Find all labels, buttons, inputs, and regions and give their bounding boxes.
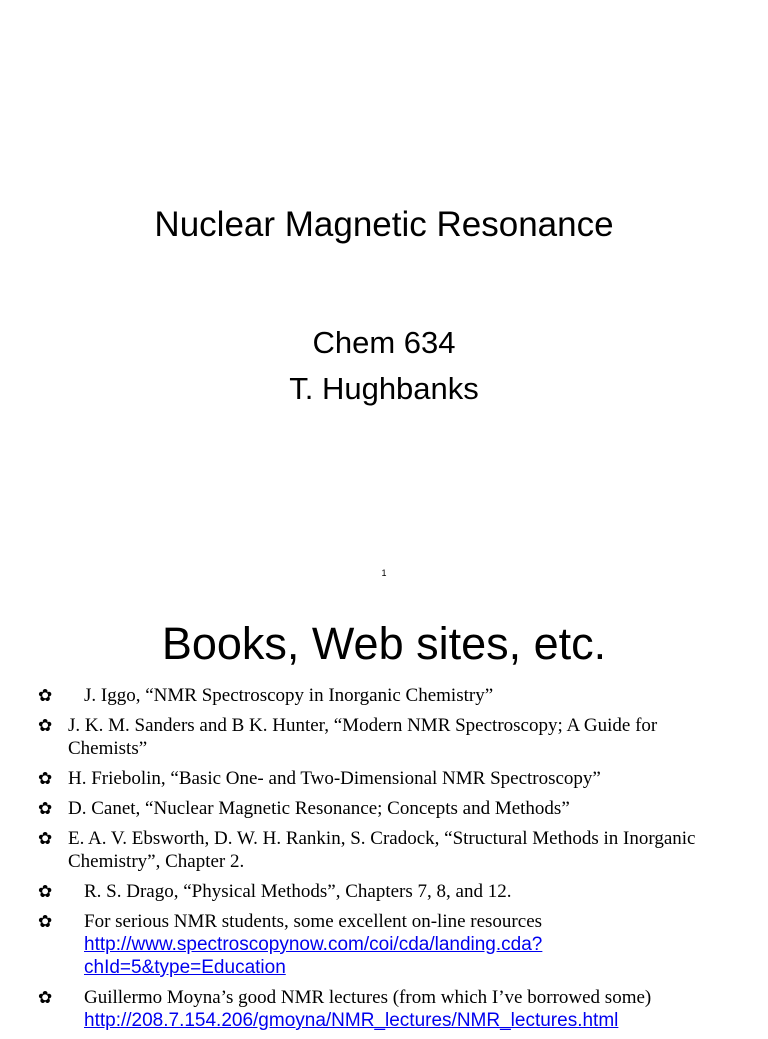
reference-item [0,797,768,820]
author-name: T. Hughbanks [289,371,479,406]
flower-bullet-icon: ✿ [38,769,53,788]
flower-bullet-icon: ✿ [38,988,53,1007]
reference-text: H. Friebolin, “Basic One- and Two-Dimensional NMR Spectroscopy” [68,768,601,789]
slide2-title: Books, Web sites, etc. [161,618,607,669]
reference-list [0,684,768,1039]
reference-item [0,910,768,979]
reference-text: E. A. V. Ebsworth, D. W. H. Rankin, S. Cradock, “Structural Methods in Inorganic Chemistry”, Chapter 2. [68,828,696,872]
reference-item [0,880,768,903]
reference-text: D. Canet, “Nuclear Magnetic Resonance; Concepts and Methods” [68,798,570,819]
flower-bullet-icon: ✿ [38,912,53,931]
reference-text: J. K. M. Sanders and B K. Hunter, “Modern NMR Spectroscopy; A Guide for Chemists” [68,715,658,759]
flower-bullet-icon: ✿ [38,686,53,705]
course-name: Chem 634 [312,325,456,360]
reference-text: J. Iggo, “NMR Spectroscopy in Inorganic Chemistry” [84,685,494,706]
flower-bullet-icon: ✿ [38,716,53,735]
flower-bullet-icon: ✿ [38,829,53,848]
reference-text: For serious NMR students, some excellent on-line resources [84,911,543,932]
reference-text: R. S. Drago, “Physical Methods”, Chapters 7, 8, and 12. [84,881,512,902]
reference-item [0,767,768,790]
flower-bullet-icon: ✿ [38,882,53,901]
reference-text: Guillermo Moyna’s good NMR lectures (from which I’ve borrowed some) [84,987,652,1008]
flower-bullet-icon: ✿ [38,799,53,818]
nmr-lectures-link[interactable]: http://208.7.154.206/gmoyna/NMR_lectures/NMR_lectures.html [84,1010,619,1031]
slide1-course [0,320,768,412]
reference-item [0,684,768,707]
reference-item [0,827,768,873]
slide1-title: Nuclear Magnetic Resonance [154,205,614,244]
page-number: 1 [381,568,387,578]
reference-item [0,714,768,760]
spectroscopynow-link[interactable]: http://www.spectroscopynow.com/coi/cda/landing.cda?chId=5&type=Education [84,934,543,978]
reference-item [0,986,768,1032]
